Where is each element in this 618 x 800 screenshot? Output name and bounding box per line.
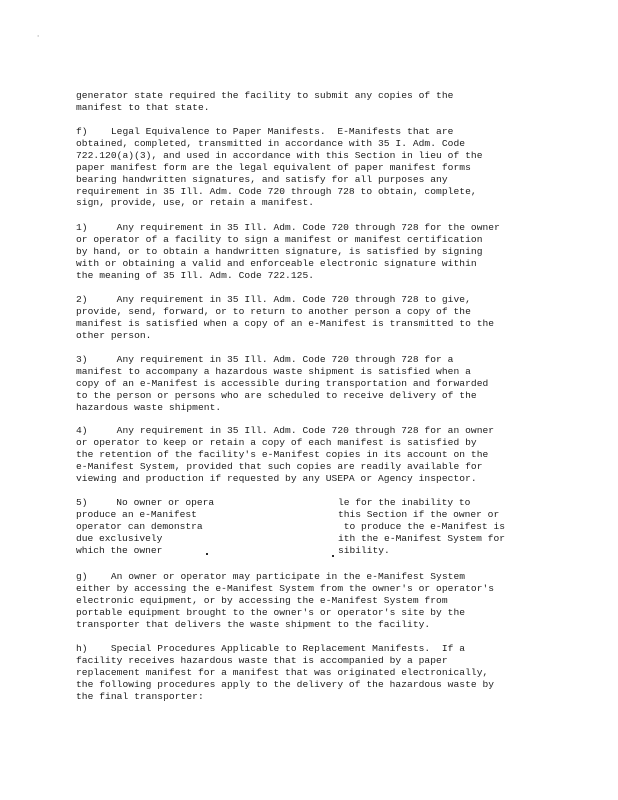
text-line: transporter that delivers the waste shipment to the facility. [76,618,431,630]
text-line: 2) Any requirement in 35 Ill. Adm. Code 720 through 728 to give, [76,294,471,305]
text-line: e-Manifest System, provided that such copies are readily available for [76,460,483,472]
text-line: the retention of the facility's e-Manifest copies in its account on the [76,448,489,460]
text-line: manifest to that state. [76,101,210,113]
text-line: other person. [76,329,152,341]
text-line: copy of an e-Manifest is accessible during transportation and forwarded [76,377,489,389]
text-line: this Section if the owner or [338,508,500,520]
text-line: hazardous waste shipment. [76,401,222,413]
text-line: le for the inability to [338,497,471,508]
text-line: 5) No owner or opera [76,497,215,508]
paragraph-f3-accompany [76,354,546,414]
paragraph-g-participation [76,571,546,631]
paragraph-f5-partial [76,497,546,561]
text-line: ith the e-Manifest System for [338,532,505,544]
text-line: portable equipment brought to the owner's or operator's site by the [76,606,466,618]
text-line: the meaning of 35 Ill. Adm. Code 722.125. [76,269,315,281]
text-line: sibility. [338,544,390,556]
text-line: either by accessing the e-Manifest System from the owner's or operator's [76,582,495,594]
text-line: bearing handwritten signatures, and satisfy for all purposes any [76,173,448,185]
paragraph-continuation [76,90,546,114]
paragraph-f-legal-equivalence [76,126,546,209]
text-line: electronic equipment, or by accessing the e-Manifest System from [76,594,448,606]
text-line: provide, send, forward, or to return to another person a copy of the [76,305,471,317]
text-line: the final transporter: [76,690,204,702]
paragraph-f2-copy-transmit [76,294,546,342]
text-line: or operator of a facility to sign a manifest or manifest certification [76,233,483,245]
text-line: obtained, completed, transmitted in accordance with 35 I. Adm. Code [76,137,466,149]
text-line: to the person or persons who are scheduled to receive delivery of the [76,389,477,401]
paragraph-f1-signature [76,222,546,282]
text-line: f) Legal Equivalence to Paper Manifests. E-Manifests that are [76,126,454,137]
text-line: facility receives hazardous waste that is accompanied by a paper [76,654,448,666]
text-line: manifest to accompany a hazardous waste shipment is satisfied when a [76,365,471,377]
text-line: the following procedures apply to the delivery of the hazardous waste by [76,678,495,690]
scan-speck [206,553,208,555]
paragraph-f4-retain [76,425,546,485]
text-line: h) Special Procedures Applicable to Replacement Manifests. If a [76,643,466,654]
text-line: produce an e-Manifest [76,508,197,520]
text-line: operator can demonstra [76,520,203,532]
text-line: replacement manifest for a manifest that was originated electronically, [76,666,489,678]
text-line: 722.120(a)(3), and used in accordance with this Section in lieu of the [76,149,483,161]
paragraph-f5-right-fragment [338,497,546,557]
margin-mark: ' [36,34,41,42]
text-line: paper manifest form are the legal equivalent of paper manifest forms [76,161,471,173]
text-line: due exclusively [76,532,163,544]
text-line: 3) Any requirement in 35 Ill. Adm. Code 720 through 728 for a [76,354,454,365]
paragraph-h-replacement-manifests [76,643,546,703]
scan-speck [332,555,334,557]
text-line: sign, provide, use, or retain a manifest. [76,197,315,209]
text-line: to produce the e-Manifest is [338,520,505,532]
text-line: 4) Any requirement in 35 Ill. Adm. Code 720 through 728 for an owner [76,425,495,436]
text-line: 1) Any requirement in 35 Ill. Adm. Code 720 through 728 for the owner [76,222,500,233]
text-line: requirement in 35 Ill. Adm. Code 720 through 728 to obtain, complete, [76,185,477,197]
text-line: manifest is satisfied when a copy of an e-Manifest is transmitted to the [76,317,495,329]
text-line: generator state required the facility to submit any copies of the [76,90,454,101]
text-line: or operator to keep or retain a copy of each manifest is satisfied by [76,436,477,448]
text-line: by hand, or to obtain a handwritten signature, is satisfied by signing [76,245,483,257]
text-line: viewing and production if requested by any USEPA or Agency inspector. [76,472,477,484]
text-line: with or obtaining a valid and enforceable electronic signature within [76,257,477,269]
text-line: which the owner [76,544,163,556]
paragraph-f5-left-fragment [76,497,246,557]
text-line: g) An owner or operator may participate in the e-Manifest System [76,571,466,582]
